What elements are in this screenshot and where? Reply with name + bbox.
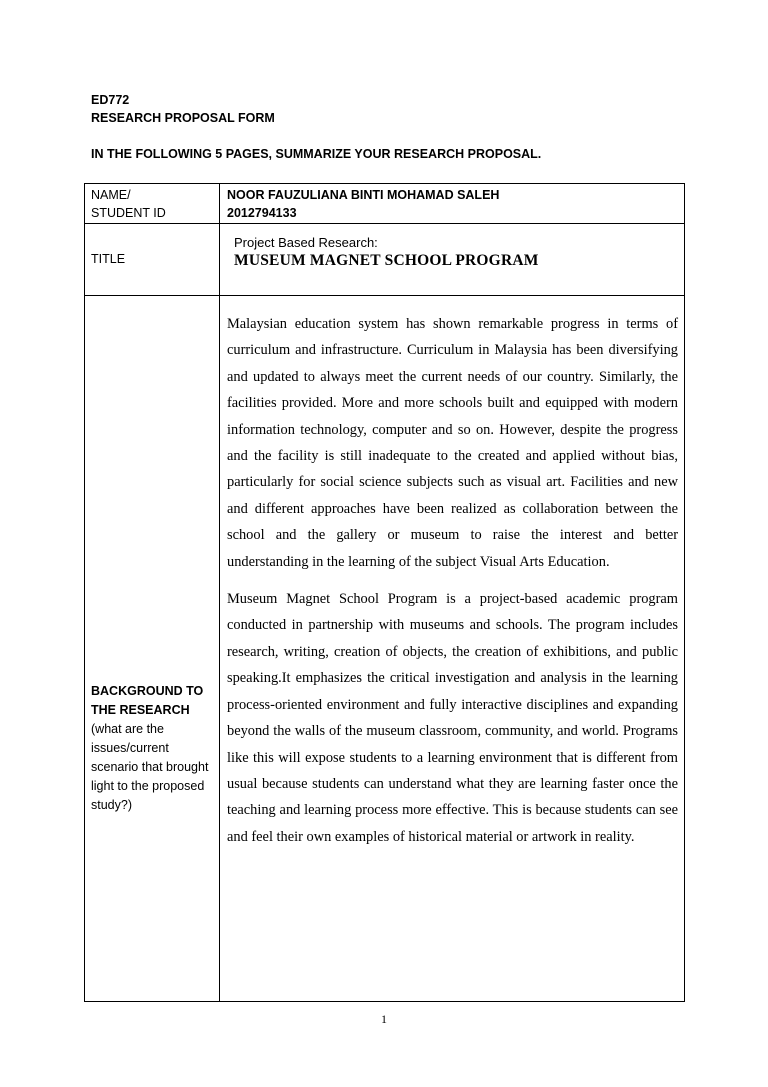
- name-value-cell: [220, 184, 685, 224]
- name-row: [85, 184, 685, 224]
- background-label-rest: (what are the issues/current scenario that brought light to the proposed study?): [91, 722, 209, 812]
- student-id: 2012794133: [227, 205, 297, 220]
- title-label: TITLE: [91, 251, 126, 266]
- title-subtitle: Project Based Research:: [234, 235, 378, 250]
- background-row: [85, 296, 685, 1002]
- background-content-cell: [220, 296, 685, 1002]
- form-instruction: IN THE FOLLOWING 5 PAGES, SUMMARIZE YOUR RESEARCH PROPOSAL.: [91, 147, 542, 161]
- name-label-cell: [85, 184, 220, 224]
- background-label-bold: BACKGROUND TO THE RESEARCH: [91, 684, 204, 717]
- background-label: [85, 482, 219, 815]
- title-row: [85, 224, 685, 296]
- research-title: MUSEUM MAGNET SCHOOL PROGRAM: [234, 252, 539, 269]
- background-paragraph-1: Malaysian education system has shown remarkable progress in terms of curriculum and infrastructure. Curriculum in Malaysia has been diversifying and updated to always meet the current needs of our country. Similarly, the facilities provided. More and more schools built and equipped with modern information technology, computer and so on. However, despite the progress and the facility is still inadequate to the created and applied without bias, particularly for social science subjects such as visual art. Facilities and new and different approaches have been realized as collaboration between the school and the gallery or museum to raise the interest and better understanding in the learning of the subject Visual Arts Education.: [227, 316, 678, 570]
- form-title: RESEARCH PROPOSAL FORM: [91, 111, 275, 125]
- name-label: NAME/: [91, 188, 131, 202]
- proposal-table: [84, 183, 685, 1002]
- student-id-label: STUDENT ID: [91, 205, 166, 220]
- background-paragraph-2: Museum Magnet School Program is a project-based academic program conducted in partnership with museums and schools. The program includes research, writing, creation of objects, the creation of exhibitions, and public speaking.It emphasizes the critical investigation and analysis in the learning process-oriented environment and fully interactive disciplines and expanding beyond the walls of the museum classroom, community, and world. Programs like this will expose students to a learning environment that is different from usual because students can understand what they are learning faster once the teaching and learning process more effective. This is because students can see and feel their own examples of historical material or artwork in reality.: [227, 591, 678, 845]
- course-code: ED772: [91, 93, 130, 107]
- background-label-cell: [85, 296, 220, 1002]
- title-label-cell: [85, 224, 220, 296]
- student-name: NOOR FAUZULIANA BINTI MOHAMAD SALEH: [227, 188, 500, 202]
- title-value-cell: [220, 224, 685, 296]
- page-number: 1: [381, 1012, 387, 1026]
